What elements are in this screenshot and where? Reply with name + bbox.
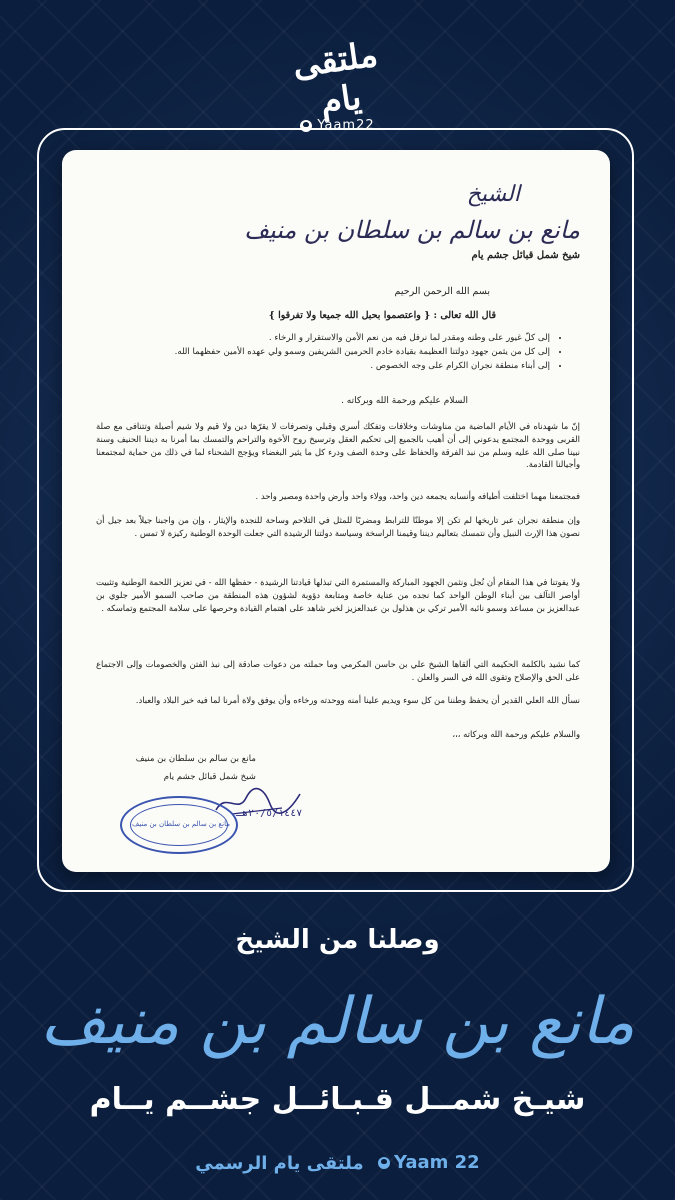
poster-headline: وصلنا من الشيخ xyxy=(235,925,440,955)
basmala: بسم الله الرحمن الرحيم xyxy=(394,286,490,297)
quran-verse: قال الله تعالى : { واعتصموا بحبل الله جميعا ولا تفرقوا } xyxy=(268,310,496,321)
letter-sender-name: مانع بن سالم بن سلطان بن منيف xyxy=(244,216,580,244)
scanned-letter xyxy=(62,150,610,872)
address-item: • إلى أبناء منطقة نجران الكرام على وجه الخصوص . xyxy=(110,360,550,373)
letter-paragraph: وإن منطقة نجران عبر تاريخها لم تكن إلا موطنًا للترابط ومضربًا للمثل في التلاحم وساحة للنجدة والإيثار ، وإن من واجبنا جيلاً بعد جيل أن نصون هذا الإرث النبيل وأن نتمسك بتعاليم ديننا وقيمنا الراسخة وسياسة دولتنا الرشيدة التي جعلت الوحدة الوطنية ركيزة لا تمس . xyxy=(96,515,580,538)
handwritten-date: ٢٠/٥/١٤٤٧هـ xyxy=(236,808,303,819)
official-stamp xyxy=(120,796,238,854)
brand-handle-text: Yaam22 xyxy=(317,118,375,133)
greeting: السلام عليكم ورحمة الله وبركاته . xyxy=(341,396,468,406)
address-list xyxy=(110,332,564,374)
letter-paragraph: كما نشيد بالكلمة الحكيمة التي ألقاها الشيخ علي بن حاسن المكرمي وما حملته من دعوات صادقة إلى نبذ الفتن والخصومات وإلى الاجتماع على الحق والإصلاح وتقوى الله في السر والعلن . xyxy=(96,659,580,682)
footer-label: ملتقى يام الرسمي xyxy=(195,1152,364,1174)
address-item: • إلى كلّ غيور على وطنه ومقدر لما نرفل فيه من نعم الأمن والاستقرار و الرخاء . xyxy=(110,332,550,345)
signatory-name: مانع بن سالم بن سلطان بن منيف xyxy=(135,754,256,764)
address-item: • إلى كل من يثمن جهود دولتنا العظيمة بقيادة خادم الحرمين الشريفين وسمو ولي عهده الأمين حفظهما الله. xyxy=(110,346,550,359)
letter-paragraph: إنّ ما شهدناه في الأيام الماضية من مناوشات وخلافات وتفكك أسري وقبلي وتصرفات لا يقرّها دين ولا قيم ولا شيم أصيلة وتتنافى مع صلة القربى ووحدة المجتمع يدعوني إلى أن أهيب بالجميع إلى تحكيم العقل وترسيخ روح الأخوة والتراحم والتمسك بما أمرنا به ديننا الحنيف وسنة نبينا صلى الله عليه وسلم من نبذ الفرقة والحفاظ على وحدة الصف ودرء كل ما يثير البغضاء ويؤجج الشحناء لما في ذلك من حماية لمجتمعنا وأجيالنا القادمة. xyxy=(96,421,580,470)
footer-handle-text: Yaam 22 xyxy=(393,1152,480,1173)
letter-closing: والسلام عليكم ورحمة الله وبركاته ،،، xyxy=(452,729,580,739)
footer-handle xyxy=(378,1152,480,1173)
poster-footer xyxy=(0,1152,675,1174)
letter-paragraph: ولا يفوتنا في هذا المقام أن نُجل ونثمن الجهود المباركة والمستمرة التي تبذلها قيادتنا الرشيدة - حفظها الله - في تعزيز اللحمة الوطنية وتثبيت أواصر التآلف بين أبناء الوطن الواحد كما نجده من عناية خاصة ومتابعة دؤوبة لشؤون هذه المنطقة من صاحب السمو الأمير جلوي بن عبدالعزيز بن مساعد وسمو نائبه الأمير تركي بن هذلول بن عبدالعزيز لخير شاهد على اهتمام القيادة وحرصها على سلامة المجتمع وتماسكه . xyxy=(96,577,580,613)
poster-subtitle: شيـخ شمــل قـبـائــل جشــم يــام xyxy=(89,1082,586,1117)
stamp-text: مانع بن سالم بن سلطان بن منيف xyxy=(132,820,230,828)
letter-paragraph: نسأل الله العلي القدير أن يحفظ وطننا من كل سوء ويديم علينا أمنه ووحدته ورخاءه وأن يوفق ولاة أمرنا لما فيه خير البلاد والعباد. xyxy=(135,695,580,705)
brand-logo xyxy=(283,22,393,123)
brand-logo-text: ملتقى يام xyxy=(289,34,380,123)
brand-header xyxy=(0,22,675,136)
letter-sender-title: شيخ شمل قبائل جشم يام xyxy=(471,250,580,261)
letter-content xyxy=(84,172,588,852)
letter-paragraph: فمجتمعنا مهما اختلفت أطيافه وأنسابه يجمعه دين واحد، وولاء واحد وأرض واحدة ومصير واحد . xyxy=(255,491,580,501)
snapchat-icon xyxy=(378,1157,390,1169)
poster-sheikh-name: مانع بن سالم بن منيف xyxy=(40,985,635,1059)
signatory-title: شيخ شمل قبائل جشم يام xyxy=(163,772,256,782)
letter-title: الشيخ xyxy=(466,182,520,207)
